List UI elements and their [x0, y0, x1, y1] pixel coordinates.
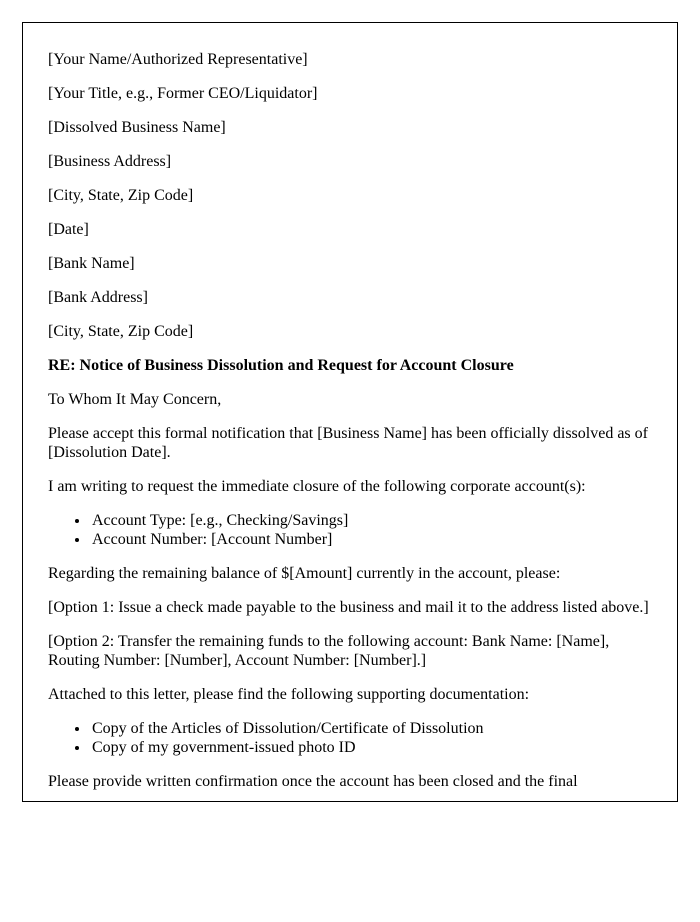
bank-address-line: [Bank Address] — [48, 289, 148, 306]
paragraph-notification: Please accept this formal notification that [Business Name] has been officially dissolved as of [Dissolution Date]. — [48, 425, 648, 461]
paragraph-balance: Regarding the remaining balance of $[Amount] currently in the account, please: — [48, 565, 561, 582]
paragraph-option2: [Option 2: Transfer the remaining funds to the following account: Bank Name: [Name], Routing Number: [Number], Account Number: [Number].] — [48, 633, 610, 669]
paragraph-confirmation: Please provide written confirmation once the account has been closed and the final — [48, 773, 578, 790]
business-name-line: [Dissolved Business Name] — [48, 119, 226, 136]
list-item-account-number: • Account Number: [Account Number] — [90, 530, 652, 549]
bank-city-state-zip-line: [City, State, Zip Code] — [48, 323, 194, 340]
list-item-photo-id: • Copy of my government-issued photo ID — [90, 738, 652, 757]
documents-list — [48, 719, 652, 757]
sender-city-state-zip-line: [City, State, Zip Code] — [48, 187, 194, 204]
letter-page — [22, 22, 678, 802]
account-details-list — [48, 511, 652, 549]
paragraph-closure-request: I am writing to request the immediate closure of the following corporate account(s): — [48, 478, 586, 495]
date-line: [Date] — [48, 221, 89, 238]
salutation: To Whom It May Concern, — [48, 391, 222, 408]
paragraph-attachments: Attached to this letter, please find the following supporting documentation: — [48, 686, 530, 703]
subject-line: RE: Notice of Business Dissolution and Request for Account Closure — [48, 357, 514, 374]
sender-name-line: [Your Name/Authorized Representative] — [48, 51, 308, 68]
list-item-articles-of-dissolution: • Copy of the Articles of Dissolution/Certificate of Dissolution — [90, 719, 652, 738]
bank-name-line: [Bank Name] — [48, 255, 135, 272]
business-address-line: [Business Address] — [48, 153, 172, 170]
paragraph-option1: [Option 1: Issue a check made payable to the business and mail it to the address listed above.] — [48, 599, 649, 616]
sender-title-line: [Your Title, e.g., Former CEO/Liquidator] — [48, 85, 318, 102]
list-item-account-type: • Account Type: [e.g., Checking/Savings] — [90, 511, 652, 530]
